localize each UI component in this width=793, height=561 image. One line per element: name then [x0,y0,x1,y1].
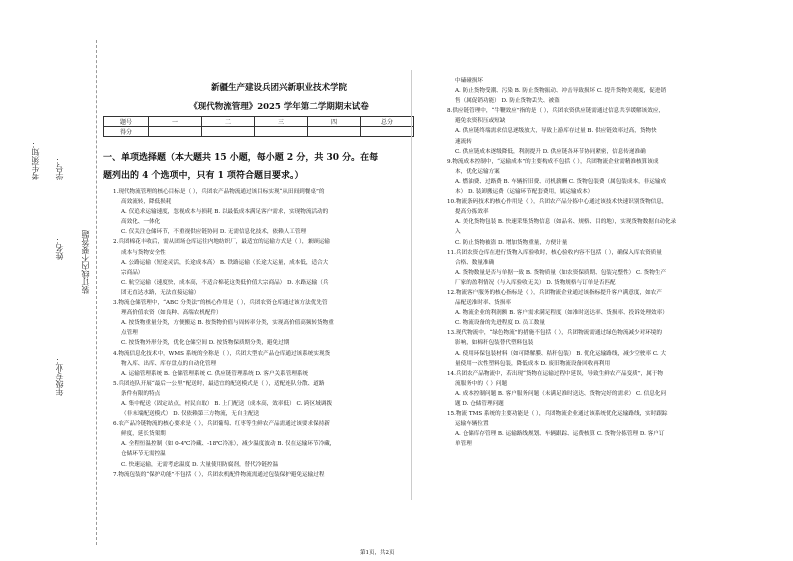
question-line: 15.物流 TMS 系统的主要功能是（ ），兵团物流企业通过该系统优化运输路线，实时跟踪 [447,411,668,418]
question-line: 11.兵团农资仓库在进行货物入库验收时，核心验收内容不包括（ ），确保入库农资质量 [447,249,662,256]
question-line: 合格、数量准确 [455,259,495,266]
question-line: 影响，如棉秆包装替代塑料包装 [455,340,534,347]
question-line: 10.物流条码技术的核心作用是（ ），兵团农产品分拣中心通过该技术快速识别货物信息， [447,199,668,206]
question-line: 运输车辆位置 [455,421,489,428]
question-line: 入 [455,229,461,236]
question-line: C. 防止货物被盗 D. 增加货物重量，方便计量 [455,239,568,246]
question-line: A. 集中配送（固定站点，村民自取） B. 上门配送（成本高，效率低） C. 跨区域调拨 [121,400,333,407]
binding-margin [0,0,100,561]
question-line: 点管理 [121,330,138,337]
student-id-label: 学号： [55,156,64,180]
notice-label: 考生须知： [31,140,40,180]
right-question-column [447,76,747,449]
score-header: 题号 [104,117,149,127]
question-line: A. 使用环保包装材料（如可降解膜、秸秆包装） B. 优化运输路线，减少空驶率 C. 大 [455,350,667,357]
question-line: C. 航空运输（速度快，成本高，不适合棉花这类低价值大宗商品） D. 水路运输（兵 [121,279,329,286]
question-line: 高效化、一体化 [121,219,161,226]
question-line: A. 物流企业的利润额 B. 客户需求满足程度（如准时送达率、货损率、投诉处理效率） [455,310,668,317]
section1-title-line: 题列出的 4 个选项中，只有 1 项符合题目要求。） [103,171,304,181]
question-line: 量使用一次性塑料包装，降低成本 D. 废旧物流设备回收再利用 [455,360,611,367]
question-line: A. 燃油费、过路费 B. 车辆折旧费、司机薪酬 C. 货物包装费（属包装成本，非运输成 [455,178,667,185]
section1-title-line: 一、单项选择题（本大题共 15 小题，每小题 2 分，共 30 分。在每 [103,153,379,163]
question-line: 速流转 [455,138,472,145]
question-line: A. 运输管理系统 B. 仓储管理系统 C. 供应链管理系统 D. 客户关系管理系统 [121,370,309,377]
question-line: 提高分拣效率 [455,209,489,216]
score-header: 二 [202,117,255,127]
question-line: 12.物流客户服务的核心指标是（ ），兵团物流企业通过该指标提升客户满意度，如农产 [447,289,662,296]
question-line: 流服务中的（ ）问题 [455,380,508,387]
question-line: 团无直达水路，无法直接运输） [121,289,200,296]
question-line: 14.兵团农产品物流中，若出现“货物在运输过程中延误，导致生鲜农产品变质”，属于物 [447,370,663,377]
question-line: 高效流转，降低损耗 [121,199,172,206]
section1-title [103,149,403,185]
question-line: A. 货物数量是否与单据一致 B. 货物质量（如农资保质期、包装完整性） C. 货物生产 [455,269,667,276]
question-line: C. 快速运输，无需考虑温度 D. 大量使用防腐剂，替代冷链控温 [121,461,279,468]
question-line: 4.物流信息化技术中，WMS 系统的全称是（ ），兵团大型农产品仓库通过该系统实现货 [113,350,331,357]
question-line: 1.现代物流管理的核心目标是（ ），兵团农产品物流通过该目标实现“从田间到餐桌”的 [113,189,325,195]
question-line: A. 仓储库存管理 B. 运输路线规划、车辆跟踪、运费核算 C. 货物分拣管理 D. 客户订 [455,431,665,438]
name-label: 姓名： [55,236,64,260]
question-line: A. 防止货物受潮、污染 B. 防止货物振动、冲击导致损坏 C. 提升货物美观度，促进销 [455,88,667,95]
question-line: 题 D. 仓储管理问题 [455,401,504,407]
question-line: A. 公路运输（短途灵活，长途成本高） B. 铁路运输（长途大运量，成本低，适合大 [121,259,329,266]
question-line: C. 仅关注仓储环节，不重视供应链协同 D. 无需信息化技术，依赖人工管理 [121,229,307,236]
score-row-label: 得分 [104,127,149,137]
question-line: 中磕碰损坏 [455,78,483,84]
left-question-column [113,187,405,480]
question-line: 仓储环节无需控温 [121,451,166,458]
question-line: 7.物流包装的“保护功能”不包括（ ），兵团农机配件物流需通过包装保护避免运输过程 [113,471,325,478]
question-line: A. 供应链终端需求信息逐级放大，导致上游库存过量 B. 供应链效率过高，货物快 [455,128,657,135]
question-line: 宗商品） [121,269,144,276]
question-line: A. 成本控制问题 B. 客户服务问题（未满足准时送达、货物完好的需求） C. 信息化问 [455,390,667,397]
binding-dashed-line [96,40,97,545]
question-line: 本，优化运输方案 [455,168,500,175]
page-footer: 第1页，共2页 [360,550,395,556]
question-line: 13.现代物流中，“绿色物流”的措施不包括（ ），兵团物流需通过绿色物流减少对环境的 [447,330,662,337]
score-cell[interactable] [361,127,414,137]
question-line: 2.兵团棉花丰收后，需从团场仓库运往内地纺织厂，最适宜的运输方式是（ ），兼顾运输 [113,239,330,246]
question-line: 避免农资积压或短缺 [455,118,506,125]
score-header: 一 [149,117,202,127]
question-line: 物入库、出库、库存盘点的自动化管理 [121,360,217,367]
question-line: 6.农产品冷链物流的核心要求是（ ），兵团葡萄、红枣等生鲜农产品需通过该要求保持新 [113,421,330,428]
question-line: A. 仅追求运输速度，忽视成本与损耗 B. 以最低成本满足客户需求，实现物流活动的 [121,209,329,216]
score-header: 三 [255,117,308,127]
score-cell[interactable] [308,127,361,137]
question-line: 8.供应链管理中，“牛鞭效应”指的是（ ），兵团农资供应链需通过信息共享缓解该效应， [447,108,665,115]
question-line: 本） D. 装卸搬运费（运输环节配套费用，属运输成本） [455,189,594,196]
score-header: 总分 [361,117,414,127]
question-line: C. 按货物外形分类，优化仓储空间 D. 按货物保质期分类，避免过期 [121,340,290,347]
question-line: 5.兵团连队开展“最后一公里”配送时，最适宜的配送模式是（ ），适配连队分散、道路 [113,380,325,387]
question-line: 厂家的盈利情况（与入库验收无关） D. 货物规格与订单是否匹配 [455,279,616,286]
question-line: 成本与货物安全性 [121,249,166,256]
question-line: 条件有限的特点 [121,390,161,397]
school-name: 新疆生产建设兵团兴新职业技术学院 [210,83,347,93]
score-table [103,116,414,137]
question-line: C. 物流设备的先进程度 D. 员工数量 [455,320,545,327]
question-line: 3.物流仓储管理中，“ABC 分类法”的核心作用是（ ），兵团农资仓库通过该方法优先管 [113,300,328,307]
question-line: C. 供应链成本逐级降低，利润提升 D. 供应链各环节协同紧密，信息传递准确 [455,148,646,155]
question-line: A. 按货物重量分类，方便搬运 B. 按货物价值与周转率分类，实现高价值高频转货物重 [121,320,334,327]
question-line: 单管理 [455,441,472,448]
score-header: 四 [308,117,361,127]
score-cell[interactable] [149,127,202,137]
column-divider [411,70,412,500]
question-line: 理高价值农资（如良种、高端农机配件） [121,310,222,317]
question-line: 鲜度，延长货架期 [121,431,166,438]
question-line: A. 全程恒温控制（如 0-4℃冷藏、-18℃冷冻），减少温度波动 B. 仅在运输环节冷藏， [121,441,336,448]
question-line: 售（属促销功能） D. 防止货物丢失、被盗 [455,98,560,105]
score-cell[interactable] [202,127,255,137]
question-line: 9.物流成本控制中，“运输成本”的主要构成不包括（ ），兵团物流企业需精准核算该成 [447,158,659,165]
question-line: 品配送准时率、货损率 [455,300,511,307]
binding-line-notice: 装订线内不要答题 [81,230,90,294]
exam-title: 《现代物流管理》2025 学年第二学期期末试卷 [189,102,369,112]
question-line: （非末端配送模式） D. 仅依赖第三方物流，无自主配送 [121,411,260,418]
score-cell[interactable] [255,127,308,137]
question-line: A. 美化货物包装 B. 快速采集货物信息（如品名、规格、目的地），实现货物数据自动化录 [455,219,677,226]
class-label: 年级专业： [55,356,64,396]
